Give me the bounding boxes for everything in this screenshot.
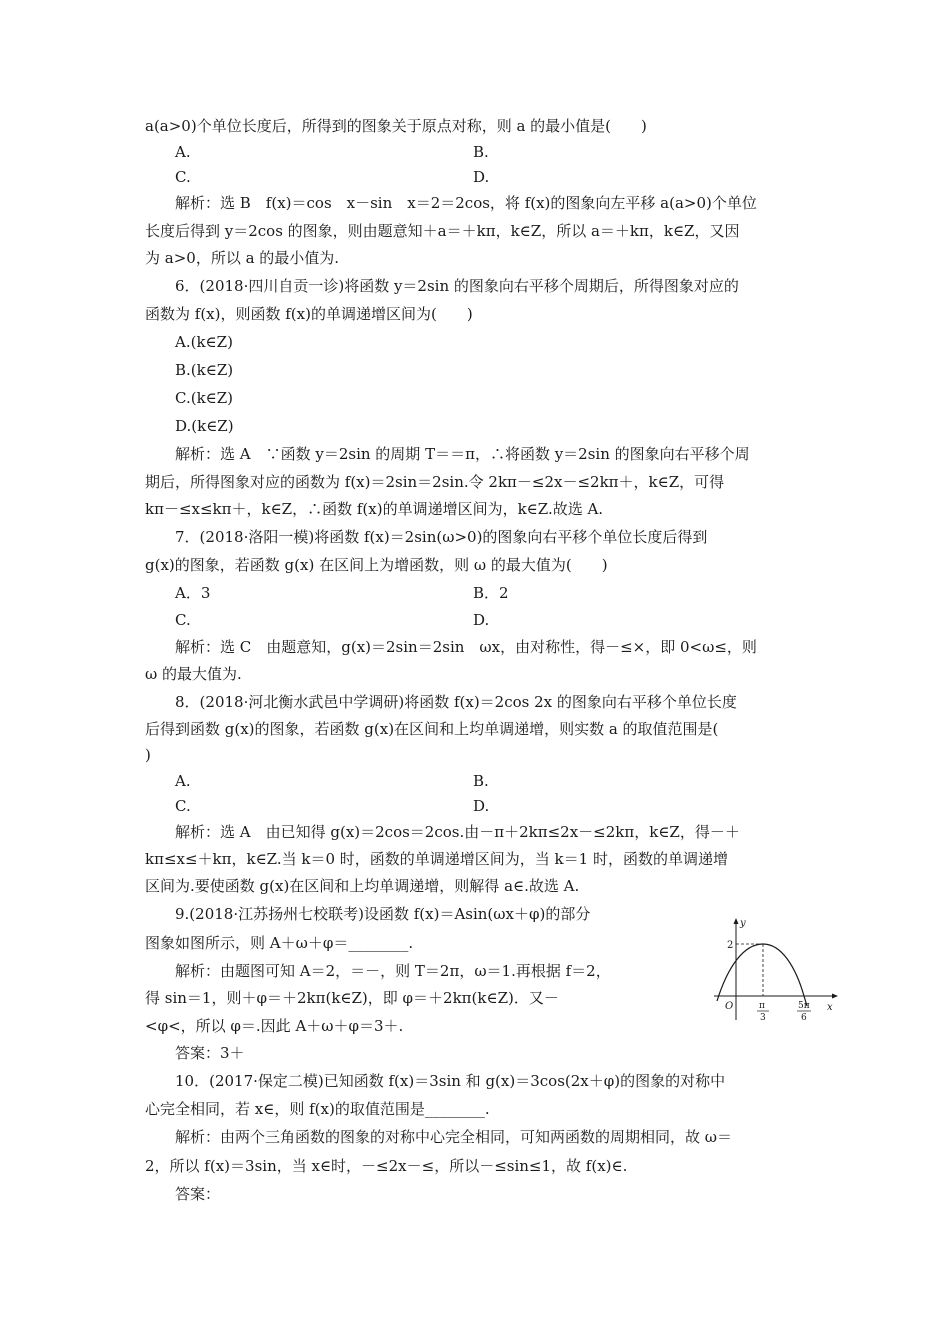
text-line: 解析：选 B f(x)＝cos x－sin x＝2＝2cos，将 f(x)的图象向左平移 a(a>0)个单位	[175, 194, 757, 212]
sine-curve	[717, 944, 807, 1006]
text-line: 期后，所得图象对应的函数为 f(x)＝2sin＝2sin.令 2kπ－≤2x－≤2kπ＋，k∈Z，可得	[145, 473, 725, 491]
text-line: 长度后得到 y＝2cos 的图象，则由题意知＋a＝＋kπ，k∈Z，所以 a＝＋kπ，k∈Z，又因	[145, 222, 740, 240]
text-line: B.(k∈Z)	[175, 361, 234, 379]
option-label: D.	[473, 797, 490, 815]
origin-label: O	[725, 1001, 734, 1012]
text-line: 解析：选 C 由题意知，g(x)＝2sin＝2sin ωx，由对称性，得－≤×，即 0<ω≤，则	[175, 638, 757, 656]
text-line: 区间为.要使函数 g(x)在区间和上均单调递增，则解得 a∈.故选 A.	[145, 877, 580, 895]
option-label: D.	[473, 611, 490, 629]
option-label: B.	[473, 143, 489, 161]
text-line: A．3	[175, 584, 211, 602]
text-line: 解析：由题图可知 A＝2，＝－，则 T＝2π，ω＝1.再根据 f＝2，	[175, 962, 611, 980]
sine-graph-figure	[714, 916, 838, 1022]
option-label: B.	[473, 772, 489, 790]
text-line: 7．(2018·洛阳一模)将函数 f(x)＝2sin(ω>0)的图象向右平移个单位长度后得到	[175, 528, 708, 546]
text-line: ω 的最大值为.	[145, 665, 242, 683]
text-line: 6．(2018·四川自贡一诊)将函数 y＝2sin 的图象向右平移个周期后，所得图象对应的	[175, 277, 739, 295]
tick1-denominator: 3	[760, 1013, 766, 1022]
x-axis-arrow	[832, 994, 838, 999]
text-line: A.	[175, 143, 191, 161]
tick2-numerator: 5π	[798, 1001, 810, 1011]
x-axis-label: x	[827, 1002, 833, 1013]
text-line: <φ<，所以 φ＝.因此 A＋ω＋φ＝3＋.	[145, 1017, 404, 1035]
text-line: 10．(2017·保定二模)已知函数 f(x)＝3sin 和 g(x)＝3cos(2x＋φ)的图象的对称中	[175, 1072, 726, 1090]
y-axis-label: y	[740, 918, 746, 929]
text-line: 答案：	[175, 1185, 221, 1203]
text-line: 9.(2018·江苏扬州七校联考)设函数 f(x)＝Asin(ωx＋φ)的部分	[175, 905, 591, 923]
peak-value-label: 2	[727, 940, 734, 951]
option-label: D.	[473, 168, 490, 186]
y-axis-arrow	[734, 918, 739, 924]
text-line: D.(k∈Z)	[175, 417, 234, 435]
tick1-numerator: π	[759, 1001, 765, 1011]
option-label: B．2	[473, 584, 509, 602]
text-line: kπ－≤x≤kπ＋，k∈Z，∴函数 f(x)的单调递增区间为，k∈Z.故选 A.	[145, 500, 604, 518]
text-line: A.	[175, 772, 191, 790]
text-line: A.(k∈Z)	[175, 333, 233, 351]
text-line: C.	[175, 611, 191, 629]
text-line: 为 a>0，所以 a 的最小值为.	[145, 249, 340, 267]
text-line: 后得到函数 g(x)的图象，若函数 g(x)在区间和上均单调递增，则实数 a 的取值范围是(	[145, 720, 719, 738]
text-line: C.(k∈Z)	[175, 389, 234, 407]
text-line: C.	[175, 797, 191, 815]
text-line: 得 sin＝1，则＋φ＝＋2kπ(k∈Z)，即 φ＝＋2kπ(k∈Z)．又－	[145, 989, 559, 1007]
text-line: 函数为 f(x)，则函数 f(x)的单调递增区间为( )	[145, 305, 473, 323]
text-line: 解析：选 A ∵函数 y＝2sin 的周期 T＝＝π，∴将函数 y＝2sin 的图象向右平移个周	[175, 445, 750, 463]
text-line: C.	[175, 168, 191, 186]
text-line: kπ≤x≤＋kπ，k∈Z.当 k＝0 时，函数的单调递增区间为，当 k＝1 时，函数的单调递增	[145, 850, 728, 868]
text-line: g(x)的图象，若函数 g(x) 在区间上为增函数，则 ω 的最大值为( )	[145, 556, 608, 574]
text-line: 解析：由两个三角函数的图象的对称中心完全相同，可知两函数的周期相同，故 ω＝	[175, 1128, 733, 1146]
text-line: 解析：选 A 由已知得 g(x)＝2cos＝2cos.由－π＋2kπ≤2x－≤2kπ，k∈Z，得－＋	[175, 823, 740, 841]
tick2-denominator: 6	[801, 1013, 807, 1022]
text-line: a(a>0)个单位长度后，所得到的图象关于原点对称，则 a 的最小值是( )	[145, 117, 647, 135]
text-line: 心完全相同，若 x∈，则 f(x)的取值范围是________.	[145, 1100, 490, 1118]
text-line: 2，所以 f(x)＝3sin，当 x∈时，－≤2x－≤，所以－≤sin≤1，故 f(x)∈.	[145, 1157, 628, 1175]
text-line: 8．(2018·河北衡水武邑中学调研)将函数 f(x)＝2cos 2x 的图象向右平移个单位长度	[175, 693, 737, 711]
text-line: 答案：3＋	[175, 1044, 245, 1062]
text-line: 图象如图所示，则 A＋ω＋φ＝________.	[145, 934, 414, 952]
text-line: )	[145, 746, 151, 764]
